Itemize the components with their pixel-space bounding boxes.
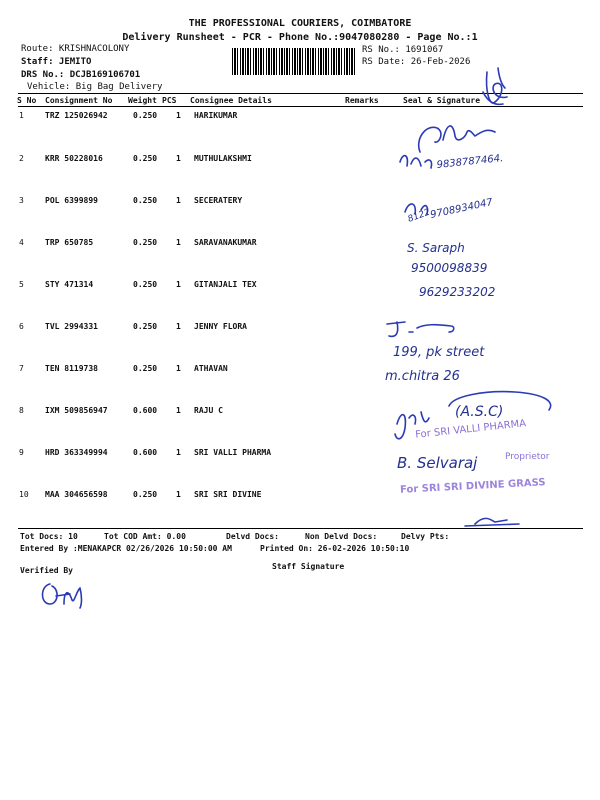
stamp-proprietor: Proprietor — [505, 452, 550, 462]
row-10-weight: 0.250 — [133, 490, 158, 499]
row-2-sno: 2 — [19, 154, 24, 163]
row7-note: m.chitra 26 — [385, 369, 460, 384]
tot-docs: Tot Docs: 10 — [20, 532, 78, 541]
row2-phone: 9838787464. — [436, 153, 504, 171]
row3-phone1: 8122 — [406, 207, 432, 225]
runsheet-subtitle: Delivery Runsheet - PCR - Phone No.:9047080280 - Page No.:1 — [122, 32, 478, 43]
row-5-consignee: GITANJALI TEX — [194, 280, 257, 289]
row-4-weight: 0.250 — [133, 238, 158, 247]
row-1-consignee: HARIKUMAR — [194, 111, 238, 120]
stamp-sri-valli-pharma: For SRI VALLI PHARMA — [414, 418, 527, 441]
rs-number: RS No.: 1691067 — [362, 45, 444, 55]
tot-cod-amount: Tot COD Amt: 0.00 — [104, 532, 186, 541]
delivery-points: Delvy Pts: — [401, 532, 450, 541]
row-6-sno: 6 — [19, 322, 24, 331]
row-3-pcs: 1 — [176, 196, 181, 205]
delivered-docs: Delvd Docs: — [226, 532, 279, 541]
row-10-consignee: SRI SRI DIVINE — [194, 490, 262, 499]
col-sno: S No — [17, 96, 37, 105]
row5-phone: 9629233202 — [419, 285, 496, 299]
verified-by-signature — [36, 574, 106, 614]
row-3-consignee: SECERATERY — [194, 196, 243, 205]
row-4-pcs: 1 — [176, 238, 181, 247]
row4-phone: 9500098839 — [411, 261, 488, 275]
row-5-weight: 0.250 — [133, 280, 158, 289]
row-6-consignment: TVL 2994331 — [45, 322, 98, 331]
row-7-sno: 7 — [19, 364, 24, 373]
row-1-consignment: TRZ 125026942 — [45, 111, 108, 120]
row-9-weight: 0.600 — [133, 448, 158, 457]
row-5-sno: 5 — [19, 280, 24, 289]
row3-phone2: 9708934047 — [429, 196, 494, 221]
row-7-pcs: 1 — [176, 364, 181, 373]
row-8-pcs: 1 — [176, 406, 181, 415]
row-6-weight: 0.250 — [133, 322, 158, 331]
row-2-consignee: MUTHULAKSHMI — [194, 154, 252, 163]
row-9-consignee: SRI VALLI PHARMA — [194, 448, 272, 457]
row-2-pcs: 1 — [176, 154, 181, 163]
row-7-consignee: ATHAVAN — [194, 364, 228, 373]
drs-number: DRS No.: DCJB169106701 — [21, 70, 141, 80]
col-consignment: Consignment No — [45, 96, 113, 105]
row9-name: B. Selvaraj — [397, 454, 478, 472]
col-consignee: Consignee Details — [190, 96, 272, 105]
non-delivered-docs: Non Delvd Docs: — [305, 532, 378, 541]
row-7-weight: 0.250 — [133, 364, 158, 373]
row-3-sno: 3 — [19, 196, 24, 205]
row-2-weight: 0.250 — [133, 154, 158, 163]
col-remarks: Remarks — [345, 96, 379, 105]
row-9-sno: 9 — [19, 448, 24, 457]
company-title: THE PROFESSIONAL COURIERS, COIMBATORE — [188, 18, 412, 29]
footer-rule — [18, 528, 583, 529]
row-2-consignment: KRR 50228016 — [45, 154, 103, 163]
entered-by: Entered By :MENAKAPCR 02/26/2026 10:50:00 AM — [20, 544, 232, 553]
row-8-weight: 0.600 — [133, 406, 158, 415]
row-4-consignee: SARAVANAKUMAR — [194, 238, 257, 247]
printed-on: Printed On: 26-02-2026 10:50:10 — [260, 544, 410, 553]
row-8-consignment: IXM 509856947 — [45, 406, 108, 415]
row-10-pcs: 1 — [176, 490, 181, 499]
row-1-weight: 0.250 — [133, 111, 158, 120]
col-weight: Weight — [128, 96, 157, 105]
row4-name: S. Saraph — [407, 241, 465, 255]
row-10-sno: 10 — [19, 490, 29, 499]
row-6-pcs: 1 — [176, 322, 181, 331]
col-pcs: PCS — [162, 96, 177, 105]
row-5-pcs: 1 — [176, 280, 181, 289]
row-8-consignee: RAJU C — [194, 406, 223, 415]
rs-date: RS Date: 26-Feb-2026 — [362, 57, 471, 67]
row6-address: 199, pk street — [393, 345, 485, 360]
row-1-pcs: 1 — [176, 111, 181, 120]
row-8-sno: 8 — [19, 406, 24, 415]
row-7-consignment: TEN 8119738 — [45, 364, 98, 373]
col-seal-signature: Seal & Signature — [403, 96, 481, 105]
row8-note: (A.S.C) — [455, 404, 504, 420]
row-3-consignment: POL 6399899 — [45, 196, 98, 205]
row-4-sno: 4 — [19, 238, 24, 247]
barcode — [232, 48, 356, 75]
verified-by-label: Verified By — [20, 566, 73, 575]
staff-label: Staff: JEMITO — [21, 57, 92, 67]
row-6-consignee: JENNY FLORA — [194, 322, 247, 331]
vehicle-label: Vehicle: Big Bag Delivery — [27, 82, 163, 92]
row-9-consignment: HRD 363349994 — [45, 448, 108, 457]
row-9-pcs: 1 — [176, 448, 181, 457]
row-3-weight: 0.250 — [133, 196, 158, 205]
row-1-sno: 1 — [19, 111, 24, 120]
route-label: Route: KRISHNACOLONY — [21, 44, 130, 54]
row-5-consignment: STY 471314 — [45, 280, 94, 289]
staff-signature-label: Staff Signature — [272, 562, 345, 571]
row-4-consignment: TRP 650785 — [45, 238, 94, 247]
row-10-consignment: MAA 304656598 — [45, 490, 108, 499]
handwritten-signatures — [385, 62, 595, 532]
stamp-sri-sri-divine: For SRI SRI DIVINE GRASS — [399, 477, 546, 496]
